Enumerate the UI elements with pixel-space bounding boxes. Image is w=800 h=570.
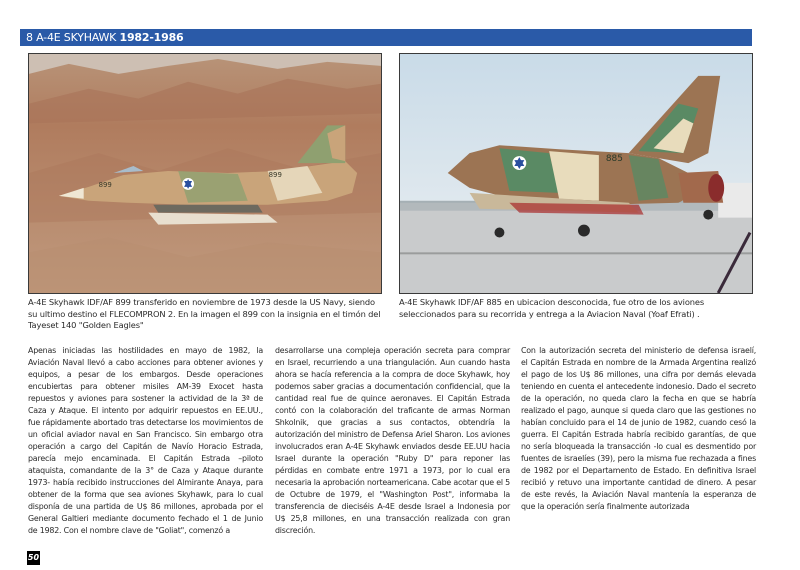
aircraft-tail-number: 885 xyxy=(605,154,623,165)
body-column-1: Apenas iniciadas las hostilidades en mayo de 1982, la Aviación Naval llevó a cabo acciones para obtener aviones y equipos, a pesar de los embargos. Desde operaciones encubiertas para obtener misiles AM-39 Exocet hasta repuestos y aviones para sostener la actividad de la 3ª de Caza y Ataque. El intento por adquirir repuestos en EE.UU., fue rápidamente abortado tras detectarse los movimientos de un oficial aviador naval en San Francisco. Sin embargo otra operación a cargo del Capitán de Navío Horacio Estrada, parecía mejo encaminada. El Capitán Estrada –piloto ataquista, comandante de la 3° de Caza y Ataque durante 1973- había recibido instrucciones del Almirante Anaya, para obtener de la forma que sea aviones Skyhawk, para lo cual disponía de una partida de U$ 86 millones, aprobada por el General Galtieri mediante documento fechado el 1 de Junio de 1982. Con el nombre clave de "Goliat", comenzó a xyxy=(28,346,263,535)
aircraft-photo-885 xyxy=(400,54,752,293)
photo-caption-899: A-4E Skyhawk IDF/AF 899 transferido en noviembre de 1973 desde la US Navy, siendo su ultimo destino el FLECOMPRON 2. En la imagen el 899 con la insignia en el timón del Tayeset 140 "Golden Eagles" xyxy=(28,297,381,330)
body-column-3: Con la autorización secreta del ministerio de defensa israelí, el Capitán Estrada en nombre de la Armada Argentina realizó el pago de los U$ 86 millones, una cifra por demás elevada teniendo en cuenta el antecedente indonesio. Dado el secreto de la operación, no queda claro la fecha en que se habría realizado el pago, aunque si queda claro que las gestiones no habían concluido para el 14 de junio de 1982, cuando cesó la guerra. El Capitán Estrada habría recibido garantías, de que no sería bloqueada la transacción -lo cual es desmentido por fuentes de israelíes (39), pero la misma fue rechazada a fines de 1982 por el Departamento de Estado. En definitiva Israel recibió y retuvo una importante cantidad de dinero. A pesar de este revés, la Aviación Naval mantenía la esperanza de que la operación sería finalmente autorizada xyxy=(521,346,756,511)
photo-caption-885: A-4E Skyhawk IDF/AF 885 en ubicacion desconocida, fue otro de los aviones seleccionados para su recorrida y entrega a la Aviacion Naval (Yoaf Efrati) . xyxy=(399,297,704,319)
chapter-years: 1982-1986 xyxy=(119,31,184,44)
aircraft-tail-number-nose: 899 xyxy=(98,180,112,189)
aircraft-photo-899 xyxy=(29,54,381,293)
photo-skyhawk-899 xyxy=(28,53,382,294)
photo-skyhawk-885 xyxy=(399,53,753,294)
chapter-title: 8 A-4E SKYHAWK xyxy=(26,31,117,44)
aircraft-tail-number-fuselage: 899 xyxy=(268,170,282,179)
chapter-header xyxy=(20,29,752,46)
body-column-2: desarrollarse una compleja operación secreta para comprar en Israel, recurriendo a una triangulación. Aun cuando hasta ahora se hacía referencia a la compra de doce Skyhawk, hoy podemos saber gracias a documentación confidencial, que la cantidad real fue de quince aeronaves. El Capitán Estrada contó con la colaboración del traficante de armas Norman Shkolnik, que gracias a sus contactos, obtendría la autorización del ministro de Defensa Ariel Sharon. Los aviones involucrados eran A-4E Skyhawk enviados desde EE.UU hacia Israel durante la operación "Ruby D" para reponer las pérdidas en combate entre 1971 a 1973, por lo cual era necesaria la aprobación norteamericana. Cabe acotar que el 5 de Octubre de 1979, el "Washington Post", informaba la transferencia de dieciséis A-4E desde Israel a Indonesia por U$ 25,8 millones, en una transacción realizada con gran discreción. xyxy=(275,346,510,535)
page-number: 50 xyxy=(27,551,40,565)
